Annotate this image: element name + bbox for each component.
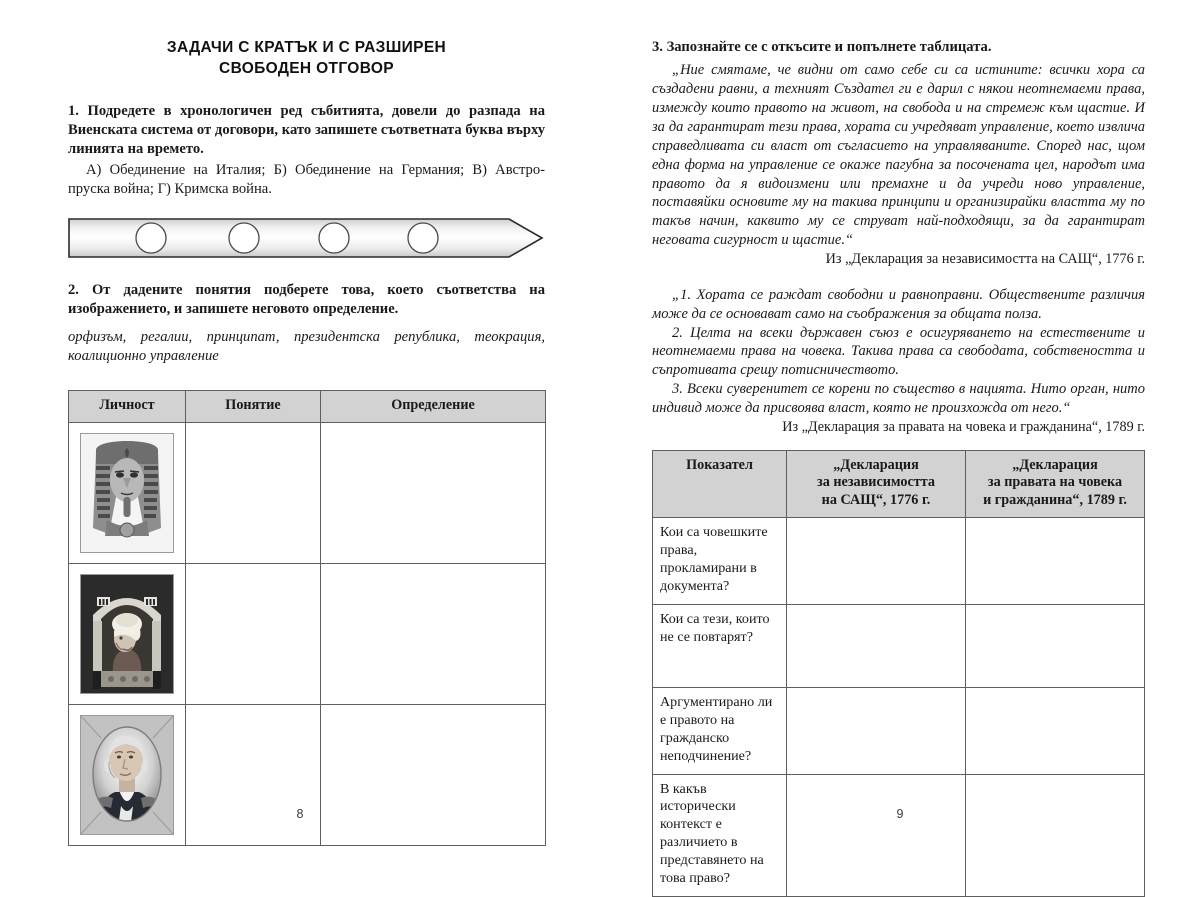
us-header-line-2: за независимостта xyxy=(817,474,935,491)
table-row xyxy=(653,517,1145,604)
task-2 xyxy=(68,281,545,846)
quote-2-article-2: 2. Целта на всеки държавен съюз е осигуряването на естествените и неотнемаеми права на човека. Такива права са свободата, собствеността и съпротивата срещу потисничеството. xyxy=(652,324,1145,379)
timeline-arrow-svg xyxy=(68,217,545,259)
fr-header-line-3: и гражданина“, 1789 г. xyxy=(983,492,1127,509)
column-header-indicator: Показател xyxy=(653,450,787,517)
quote-2-attribution: Из „Декларация за правата на човека и гражданина“, 1789 г. xyxy=(782,419,1145,436)
answer-us-cell-2[interactable] xyxy=(787,604,966,687)
task-1-options: А) Обединение на Италия; Б) Обединение на Германия; В) Австро-пруска война; Г) Кримска война. xyxy=(68,161,545,197)
us-header-line-1: „Декларация xyxy=(833,456,919,473)
timeline-arrow xyxy=(68,217,545,259)
answer-fr-cell-4[interactable] xyxy=(966,774,1145,896)
personality-image-cell-2 xyxy=(69,563,186,704)
right-page xyxy=(600,0,1200,886)
page-number-right: 9 xyxy=(896,807,904,821)
column-header-concept: Понятие xyxy=(186,391,321,423)
timeline-slot-4[interactable] xyxy=(408,223,438,253)
table-row xyxy=(69,704,546,845)
quote-1-attribution: Из „Декларация за независимостта на САЩ“, 1776 г. xyxy=(825,251,1145,268)
ottoman-sultan-icon xyxy=(80,574,174,694)
pharaoh-mask-icon xyxy=(80,433,174,553)
quote-declaration-independence xyxy=(652,61,1145,269)
column-header-us-declaration xyxy=(787,450,966,517)
quote-rights-of-man xyxy=(652,286,1145,437)
task-1-prompt: 1. Подредете в хронологичен ред събитията, довели до разпада на Виенската система от договори, като запишете съответната буква върху линията на времето. xyxy=(68,102,545,157)
table-row xyxy=(653,604,1145,687)
answer-fr-cell-2[interactable] xyxy=(966,604,1145,687)
task-1 xyxy=(68,102,545,259)
quote-spacer xyxy=(652,269,1145,282)
personality-image-cell-3 xyxy=(69,704,186,845)
personality-image-cell-1 xyxy=(69,422,186,563)
comparison-table xyxy=(652,450,1145,897)
timeline-slot-1[interactable] xyxy=(136,223,166,253)
definition-answer-cell-2[interactable] xyxy=(321,563,546,704)
fr-header-line-1: „Декларация xyxy=(1012,456,1098,473)
column-header-definition: Определение xyxy=(321,391,546,423)
answer-fr-cell-1[interactable] xyxy=(966,517,1145,604)
page-title-line-2: СВОБОДЕН ОТГОВОР xyxy=(219,59,394,77)
answer-us-cell-1[interactable] xyxy=(787,517,966,604)
personalities-table xyxy=(68,390,546,846)
concept-answer-cell-3[interactable] xyxy=(186,704,321,845)
us-header-line-3: на САЩ“, 1776 г. xyxy=(821,492,931,509)
task-3-heading: 3. Запознайте се с откъсите и попълнете таблицата. xyxy=(652,39,992,55)
table-row xyxy=(653,774,1145,896)
quote-2-article-1: „1. Хората се раждат свободни и равноправни. Обществените различия може да се основават само на съображения за общата полза. xyxy=(652,286,1145,322)
page-number-left: 8 xyxy=(296,807,304,821)
question-cell-2: Кои са тези, които не се повтарят? xyxy=(653,604,787,687)
definition-answer-cell-3[interactable] xyxy=(321,704,546,845)
timeline-slot-2[interactable] xyxy=(229,223,259,253)
table-row xyxy=(69,422,546,563)
definition-answer-cell-1[interactable] xyxy=(321,422,546,563)
concept-answer-cell-1[interactable] xyxy=(186,422,321,563)
answer-us-cell-4[interactable] xyxy=(787,774,966,896)
table-header-row xyxy=(69,391,546,423)
quote-2-article-3: 3. Всеки суверенитет се корени по същество в нацията. Нито орган, нито индивид може да присвоява власт, която не произхожда от него.“ xyxy=(652,381,1145,417)
question-cell-4: В какъв исторически контекст е различието в представянето на това право? xyxy=(653,774,787,896)
column-header-fr-declaration xyxy=(966,450,1145,517)
page-title-line-1: ЗАДАЧИ С КРАТЪК И С РАЗШИРЕН xyxy=(166,39,447,56)
answer-fr-cell-3[interactable] xyxy=(966,687,1145,774)
concept-answer-cell-2[interactable] xyxy=(186,563,321,704)
fr-header-line-2: за правата на човека xyxy=(987,474,1123,491)
quote-1-text: „Ние смятаме, че видни от само себе си са истините: всички хора са създадени равни, а техният Създател ги е дарил с някои неотнемаеми права, измежду които правото на живот, на свобода и на стремеж към щастие. И за да гарантират тези права, хората си учредяват управление, което извлича справедливата си власт от съгласието на управляваните. Според нас, щом една форма на управление се окаже пагубна за посочената цел, народът има правото да я видоизмени или премахне и да учреди ново управление, поставяйки основите му на такива принципи и организирайки властта му по такъв начин, каквито му се струват най-подходящи, за да гарантират неговата сигурност и щастие.“ xyxy=(652,61,1145,249)
left-page xyxy=(0,0,600,851)
answer-us-cell-3[interactable] xyxy=(787,687,966,774)
column-header-personality: Личност xyxy=(69,391,186,423)
table-row xyxy=(653,687,1145,774)
page-title xyxy=(68,38,545,80)
task-3 xyxy=(652,38,1145,897)
table-header-row xyxy=(653,450,1145,517)
question-cell-3: Аргументирано ли е правото на гражданско неподчинение? xyxy=(653,687,787,774)
table-row xyxy=(69,563,546,704)
question-cell-1: Кои са човешките права, прокламирани в документа? xyxy=(653,517,787,604)
timeline-slot-3[interactable] xyxy=(319,223,349,253)
task-2-prompt: 2. От дадените понятия подберете това, което съответства на изображението, и запишете неговото определение. xyxy=(68,281,545,317)
task-2-concept-list: орфизъм, регалии, принципат, президентска република, теокрация, коалиционно управление xyxy=(68,328,545,364)
